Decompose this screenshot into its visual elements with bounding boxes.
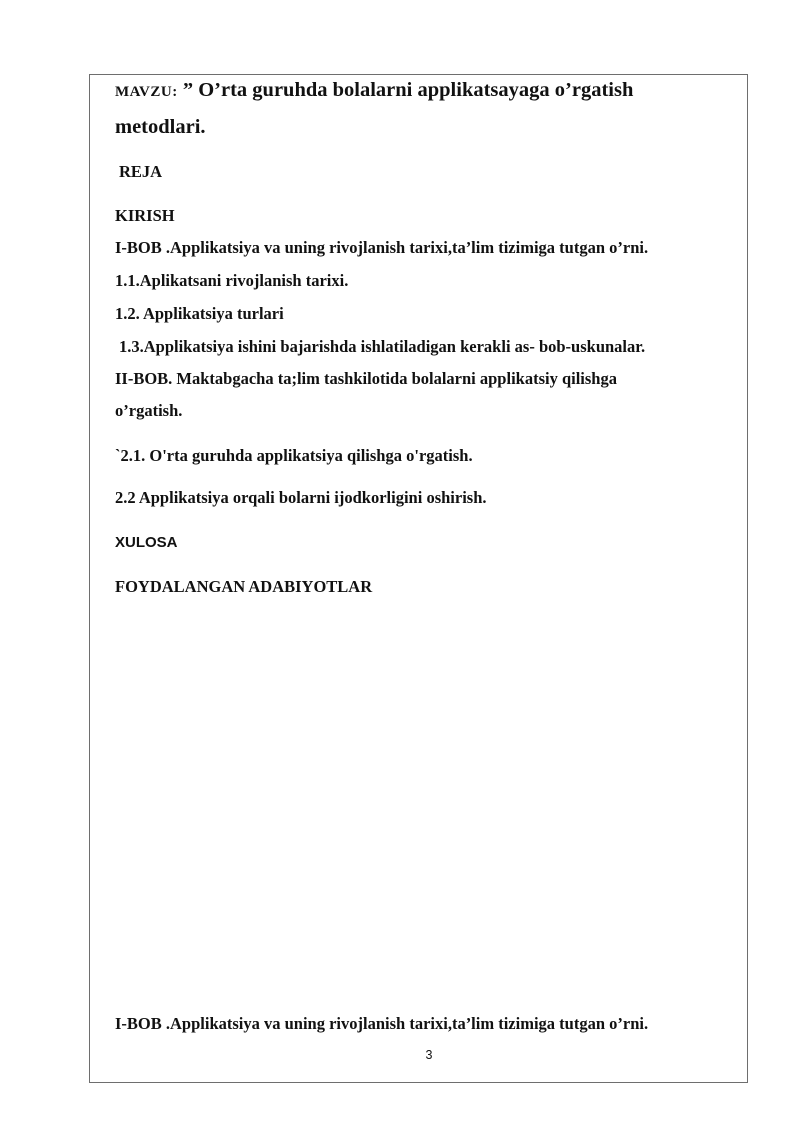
toc-item-kirish: KIRISH xyxy=(115,206,175,225)
toc-item-chapter-1: I-BOB .Applikatsiya va uning rivojlanish tarixi,ta’lim tizimiga tutgan o’rni. xyxy=(115,238,649,257)
topic-title-line-1 xyxy=(115,77,633,105)
toc-item-xulosa: XULOSA xyxy=(115,534,178,551)
toc-item-references: FOYDALANGAN ADABIYOTLAR xyxy=(115,577,373,596)
toc-item-chapter-2: II-BOB. Maktabgacha ta;lim tashkilotida bolalarni applikatsiy qilishga xyxy=(115,369,617,388)
toc-item-1-2: 1.2. Applikatsiya turlari xyxy=(115,304,284,323)
topic-title-text: ” O’rta guruhda bolalarni applikatsayaga o’rgatish xyxy=(182,79,634,101)
topic-title-line-2: metodlari. xyxy=(115,116,206,138)
topic-label: MAVZU: xyxy=(115,84,178,100)
toc-item-2-2: 2.2 Applikatsiya orqali bolarni ijodkorligini oshirish. xyxy=(115,488,487,507)
toc-item-1-1: 1.1.Aplikatsani rivojlanish tarixi. xyxy=(115,271,349,290)
toc-item-chapter-2-continued: o’rgatish. xyxy=(115,401,183,420)
page-number: 3 xyxy=(425,1048,433,1062)
toc-item-2-1: `2.1. O'rta guruhda applikatsiya qilishga o'rgatish. xyxy=(115,446,473,465)
toc-item-1-3: 1.3.Applikatsiya ishini bajarishda ishlatiladigan kerakli as- bob-uskunalar. xyxy=(119,337,646,356)
plan-heading: REJA xyxy=(119,162,163,181)
chapter-heading: I-BOB .Applikatsiya va uning rivojlanish tarixi,ta’lim tizimiga tutgan o’rni. xyxy=(115,1014,649,1033)
